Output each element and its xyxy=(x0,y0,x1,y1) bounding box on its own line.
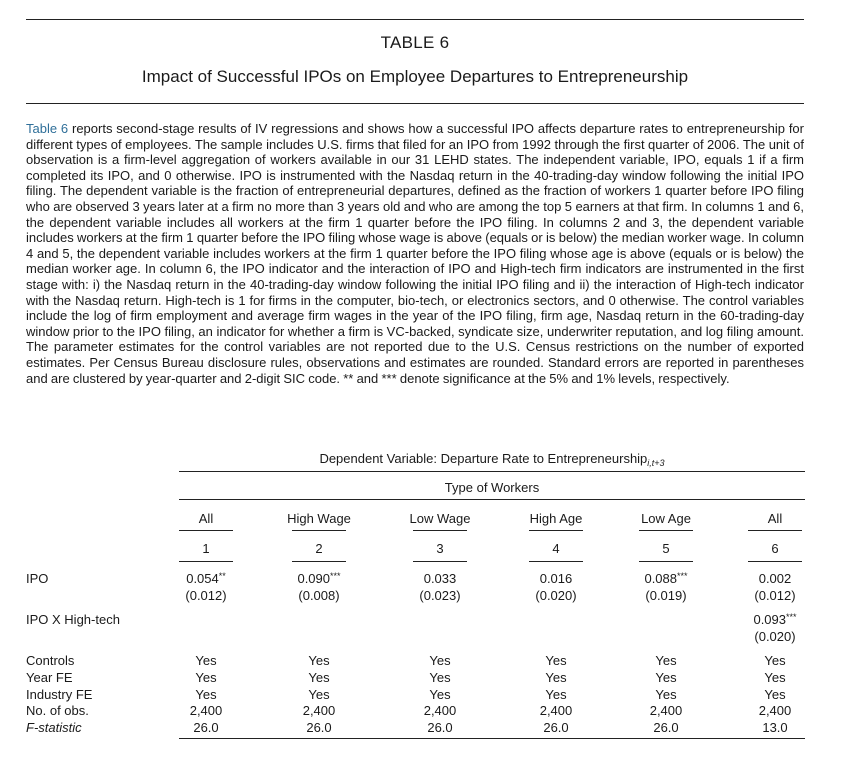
table-cell: 2,400 xyxy=(302,703,336,718)
table-cell: Yes xyxy=(764,687,786,702)
coefficient-value: 0.016 xyxy=(539,571,573,586)
column-number: 1 xyxy=(202,541,210,556)
bottom-rule xyxy=(179,738,805,739)
ipo-standard-error: (0.023) xyxy=(419,588,461,603)
ipo-standard-error: (0.020) xyxy=(535,588,577,603)
column-number: 2 xyxy=(315,541,323,556)
significance-stars: ** xyxy=(218,571,226,581)
coefficient-value: 0.090 xyxy=(297,571,331,586)
coefficient-value: 0.093 xyxy=(753,612,787,627)
ipo-standard-error: (0.019) xyxy=(645,588,687,603)
ipo-hightech-coefficient xyxy=(725,612,825,627)
row-label-ipo-hightech: IPO X High-tech xyxy=(26,612,120,627)
column-number-rule xyxy=(179,561,233,562)
column-name-rule xyxy=(529,530,583,531)
table-cell: Yes xyxy=(545,670,567,685)
row-label-ipo: IPO xyxy=(26,571,49,586)
column-number: 6 xyxy=(771,541,779,556)
table-cell: 26.0 xyxy=(306,720,332,735)
significance-stars: *** xyxy=(786,612,797,622)
column-name: Low Wage xyxy=(409,511,471,526)
table-cell: 2,400 xyxy=(649,703,683,718)
column-name-rule xyxy=(179,530,233,531)
table-cell: Yes xyxy=(655,670,677,685)
table-cell: 26.0 xyxy=(543,720,569,735)
column-number-rule xyxy=(529,561,583,562)
ipo-coefficient xyxy=(390,571,490,586)
row-label: Industry FE xyxy=(26,687,93,702)
table-reference-link[interactable]: Table 6 xyxy=(26,121,69,136)
column-number-rule xyxy=(639,561,693,562)
table-cell: Yes xyxy=(764,670,786,685)
ipo-coefficient xyxy=(506,571,606,586)
table-cell: Yes xyxy=(308,670,330,685)
table-title: Impact of Successful IPOs on Employee Departures to Entrepreneurship xyxy=(141,67,689,86)
row-label: Controls xyxy=(26,653,75,668)
column-number: 3 xyxy=(436,541,444,556)
table-cell: Yes xyxy=(764,653,786,668)
column-name: High Wage xyxy=(287,511,351,526)
row-label: Year FE xyxy=(26,670,73,685)
table-cell: 2,400 xyxy=(758,703,792,718)
table-cell: Yes xyxy=(545,687,567,702)
column-number: 4 xyxy=(552,541,560,556)
caption-text: reports second-stage results of IV regressions and shows how a successful IPO affects departure rates to entrepreneurship for different types of employees. The sample includes U.S. firms that filed for an IPO from 1992 through the first quarter of 2006. The unit of observation is a firm-level aggregation of workers available in our 31 LEHD states. The independent variable, IPO, equals 1 if a firm completed its IPO, and 0 otherwise. IPO is instrumented with the Nasdaq return in the 40-trading-day window following the initial IPO filing. The dependent variable is the fraction of entrepreneurial departures, defined as the fraction of workers 1 quarter before IPO filing who are observed 3 years later at a firm no more than 3 years old and who are among the top 5 earners at that firm. In columns 1 and 6, the dependent variable includes all workers at the firm 1 quarter before the IPO filing. In columns 2 and 3, the dependent variable includes workers at the firm 1 quarter before the IPO filing whose wage is above (equals or is below) the median worker wage. In column 4 and 5, the dependent variable includes workers at the firm 1 quarter before the IPO filing whose age is above (equals or is below) the median worker age. In column 6, the IPO indicator and the interaction of IPO and High-tech firm indicators are instrumented in the first stage with: i) the Nasdaq return in the 40-trading-day window following the initial IPO filing and ii) the interaction of High-tech indicator with the Nasdaq return. High-tech is 1 for firms in the computer, bio-tech, or electronics sectors, and 0 otherwise. The control variables include the log of firm employment and average firm wages in the year of the IPO filing, firm age, Nasdaq return in the 60-trading-day window prior to the IPO filing, an indicator for whether a firm is VC-backed, syndicate size, underwriter reputation, and log filing amount. The parameter estimates for the control variables are not reported due to the U.S. Census restrictions on the number of exported estimates. Per Census Bureau disclosure rules, observations and estimates are rounded. Standard errors are reported in parentheses and are clustered by year-quarter and 2-digit SIC code. ** and *** denote significance at the 5% and 1% levels, respectively. xyxy=(26,121,804,386)
table-cell: Yes xyxy=(545,653,567,668)
ipo-standard-error: (0.008) xyxy=(298,588,340,603)
dependent-variable-subscript: i,t+3 xyxy=(647,458,665,468)
table-cell: 26.0 xyxy=(427,720,453,735)
table-cell: 26.0 xyxy=(193,720,219,735)
ipo-standard-error: (0.012) xyxy=(185,588,227,603)
ipo-coefficient xyxy=(156,571,256,586)
type-of-workers-header: Type of Workers xyxy=(444,480,540,495)
ipo-hightech-standard-error: (0.020) xyxy=(754,629,796,644)
table-cell: 13.0 xyxy=(762,720,788,735)
column-number-rule xyxy=(292,561,346,562)
table-cell: Yes xyxy=(655,653,677,668)
ipo-coefficient xyxy=(725,571,825,586)
column-name-rule xyxy=(748,530,802,531)
dependent-variable-header: Dependent Variable: Departure Rate to Entrepreneurship$_{i,t+3}$ xyxy=(319,451,665,468)
table-cell: Yes xyxy=(429,687,451,702)
significance-stars: *** xyxy=(330,571,341,581)
significance-stars: *** xyxy=(677,571,688,581)
column-name-rule xyxy=(413,530,467,531)
coefficient-value: 0.033 xyxy=(423,571,457,586)
header-rule-type xyxy=(179,499,805,500)
table-cell: 2,400 xyxy=(423,703,457,718)
coefficient-value: 0.002 xyxy=(758,571,792,586)
column-name-rule xyxy=(292,530,346,531)
coefficient-value: 0.054 xyxy=(186,571,219,586)
table-cell: Yes xyxy=(195,670,217,685)
ipo-coefficient xyxy=(269,571,369,586)
table-cell: Yes xyxy=(308,653,330,668)
top-rule xyxy=(26,19,804,20)
ipo-coefficient xyxy=(616,571,716,586)
table-cell: 2,400 xyxy=(189,703,223,718)
column-number: 5 xyxy=(662,541,670,556)
table-cell: 26.0 xyxy=(653,720,679,735)
header-rule-top xyxy=(179,471,805,472)
row-label: F-statistic xyxy=(26,720,82,735)
column-name: Low Age xyxy=(641,511,691,526)
column-name: All xyxy=(198,511,214,526)
column-name: High Age xyxy=(529,511,583,526)
table-cell: Yes xyxy=(429,653,451,668)
column-name: All xyxy=(767,511,783,526)
column-number-rule xyxy=(748,561,802,562)
column-number-rule xyxy=(413,561,467,562)
table-cell: Yes xyxy=(195,653,217,668)
table-cell: Yes xyxy=(655,687,677,702)
table-cell: 2,400 xyxy=(539,703,573,718)
coefficient-value: 0.088 xyxy=(644,571,678,586)
row-label: No. of obs. xyxy=(26,703,89,718)
table-cell: Yes xyxy=(308,687,330,702)
ipo-standard-error: (0.012) xyxy=(754,588,796,603)
title-rule xyxy=(26,103,804,104)
column-name-rule xyxy=(639,530,693,531)
table-caption xyxy=(26,121,804,386)
table-cell: Yes xyxy=(429,670,451,685)
table-cell: Yes xyxy=(195,687,217,702)
table-label: TABLE 6 xyxy=(380,33,450,52)
